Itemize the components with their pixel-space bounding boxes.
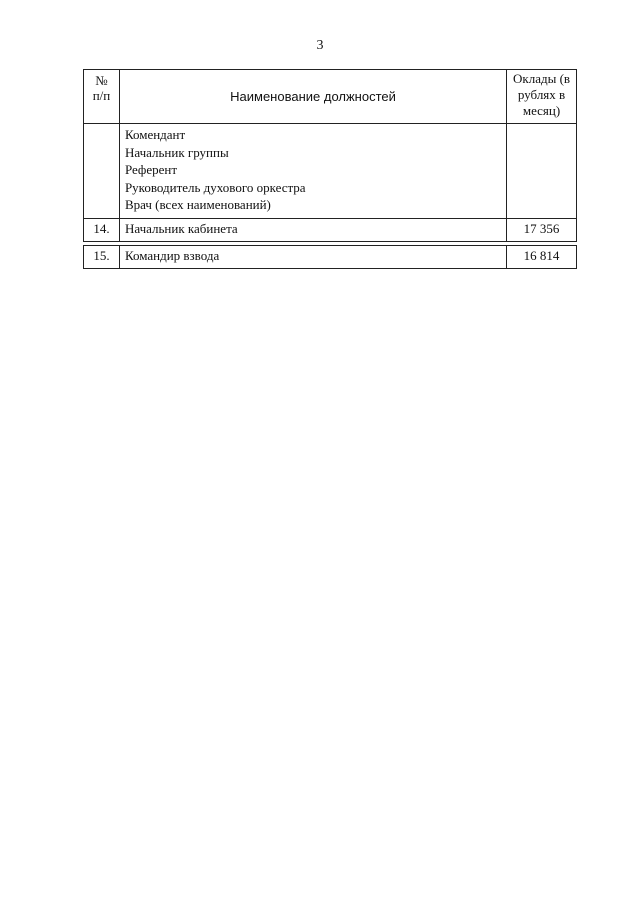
group-number-cell bbox=[84, 124, 120, 219]
row-number: 15. bbox=[84, 245, 120, 268]
position-name: Врач (всех наименований) bbox=[124, 197, 271, 212]
page-number: 3 bbox=[316, 38, 324, 53]
table-row bbox=[84, 245, 577, 268]
row-salary: 17 356 bbox=[507, 218, 577, 241]
header-salary-line-1: Оклады (в bbox=[513, 71, 571, 86]
header-salary bbox=[507, 70, 577, 124]
row-position-name: Командир взвода bbox=[119, 245, 506, 268]
header-number bbox=[84, 70, 120, 124]
header-salary-line-2: рублях в bbox=[517, 87, 566, 102]
row-salary: 16 814 bbox=[507, 245, 577, 268]
table-row-group bbox=[84, 124, 577, 219]
position-name: Начальник группы bbox=[124, 144, 229, 160]
header-position-name: Наименование должностей bbox=[119, 70, 506, 124]
header-salary-line-3: месяц) bbox=[522, 103, 561, 118]
table-row bbox=[84, 218, 577, 241]
group-names-cell bbox=[119, 124, 506, 219]
header-number-abbr: п/п bbox=[92, 88, 111, 103]
position-name: Референт bbox=[124, 162, 178, 177]
salary-table bbox=[83, 69, 577, 269]
group-salary-cell bbox=[507, 124, 577, 219]
table-header-row bbox=[84, 70, 577, 124]
row-position-name: Начальник кабинета bbox=[119, 218, 506, 241]
row-number: 14. bbox=[84, 218, 120, 241]
position-name: Руководитель духового оркестра bbox=[124, 179, 306, 195]
header-number-symbol: № bbox=[95, 73, 108, 88]
position-name: Комендант bbox=[124, 127, 186, 142]
